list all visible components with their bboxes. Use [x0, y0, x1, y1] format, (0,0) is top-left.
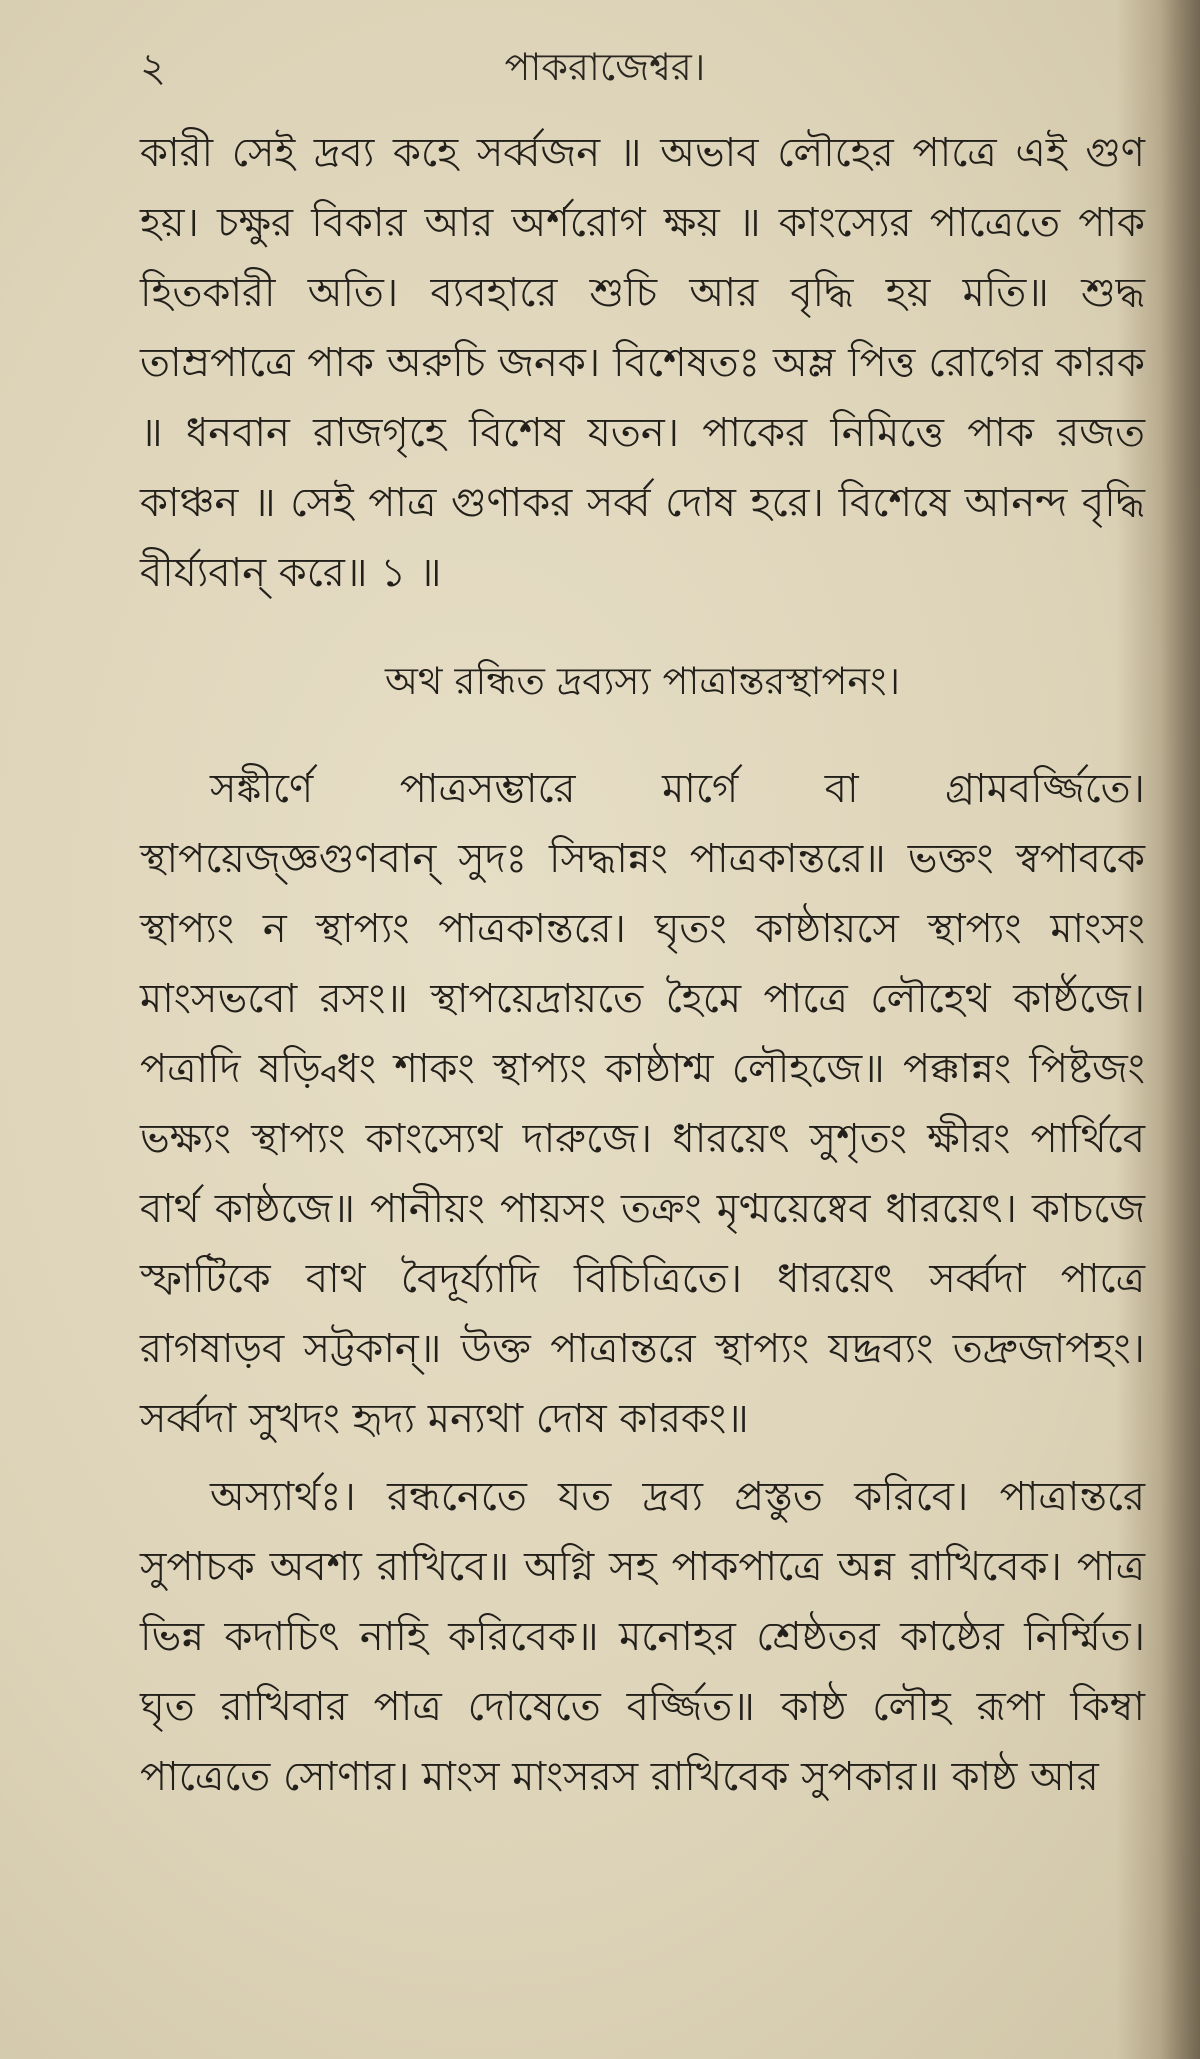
running-title: পাকরাজেশ্বর। [504, 45, 706, 89]
book-spine-shadow [1160, 0, 1200, 2059]
paragraph-commentary: অস্যার্থঃ। রন্ধনেতে যত দ্রব্য প্রস্তুত করিবে। পাত্রান্তরে সুপাচক অবশ্য রাখিবে॥ অগ্নি সহ পাকপাত্রে অন্ন রাখিবেক। পাত্র ভিন্ন কদাচিৎ নাহি করিবেক॥ মনোহর শ্রেষ্ঠতর কাষ্ঠের নির্ম্মিত। ঘৃত রাখিবার পাত্র দোষেতে বর্জ্জিত॥ কাষ্ঠ লৌহ রূপা কিম্বা পাত্রেতে সোণার। মাংস মাংসরস রাখিবেক সুপকার॥ কাষ্ঠ আর [140, 1474, 1145, 1800]
page-number: ২ [140, 45, 167, 91]
paragraph-verse-continuation: কারী সেই দ্রব্য কহে সর্ব্বজন ॥ অভাব লৌহের পাত্রে এই গুণ হয়। চক্ষুর বিকার আর অর্শরোগ ক্ষয় ॥ কাংস্যের পাত্রেতে পাক হিতকারী অতি। ব্যবহারে শুচি আর বৃদ্ধি হয় মতি॥ শুদ্ধ তাম্রপাত্রে পাক অরুচি জনক। বিশেষতঃ অম্ল পিত্ত রোগের কারক ॥ ধনবান রাজগৃহে বিশেষ যতন। পাকের নিমিত্তে পাক রজত কাঞ্চন ॥ সেই পাত্র গুণাকর সর্ব্ব দোষ হরে। বিশেষে আনন্দ বৃদ্ধি বীর্য্যবান্ করে॥ ১ ॥ [140, 130, 1145, 596]
page-body [140, 118, 1145, 1812]
page-header [140, 28, 1070, 98]
paragraph-sanskrit-verse: সঙ্কীর্ণে পাত্রসম্ভারে মার্গে বা গ্রামবর্জ্জিতে। স্থাপয়েজ্জ্ঞগুণবান্ সুদঃ সিদ্ধান্নং পাত্রকান্তরে॥ ভক্তং স্বপাবকে স্থাপ্যং ন স্থাপ্যং পাত্রকান্তরে। ঘৃতং কাষ্ঠায়সে স্থাপ্যং মাংসং মাংসভবো রসং॥ স্থাপয়েদ্রায়তে হৈমে পাত্রে লৌহেথ কার্ষ্ঠজে। পত্রাদি ষড়্বিধং শাকং স্থাপ্যং কাষ্ঠাশ্ম লৌহজে॥ পক্কান্নং পিষ্টজং ভক্ষ্যং স্থাপ্যং কাংস্যেথ দারুজে। ধারয়েৎ সুশৃতং ক্ষীরং পার্থিবে বার্থ কাষ্ঠজে॥ পানীয়ং পায়সং তক্রং মৃণ্ময়েষ্বেব ধারয়েৎ। কাচজে স্ফাটিকে বাথ বৈদূর্য্যাদি বিচিত্রিতে। ধারয়েৎ সর্ব্বদা পাত্রে রাগষাড়ব সট্টকান্॥ উক্ত পাত্রান্তরে স্থাপ্যং যদ্দ্রব্যং তদ্রুজাপহং। সর্ব্বদা সুখদং হৃদ্য মন্যথা দোষ কারকং॥ [140, 766, 1145, 1442]
section-heading: অথ রন্ধিত দ্রব্যস্য পাত্রান্তরস্থাপনং। [384, 659, 901, 703]
